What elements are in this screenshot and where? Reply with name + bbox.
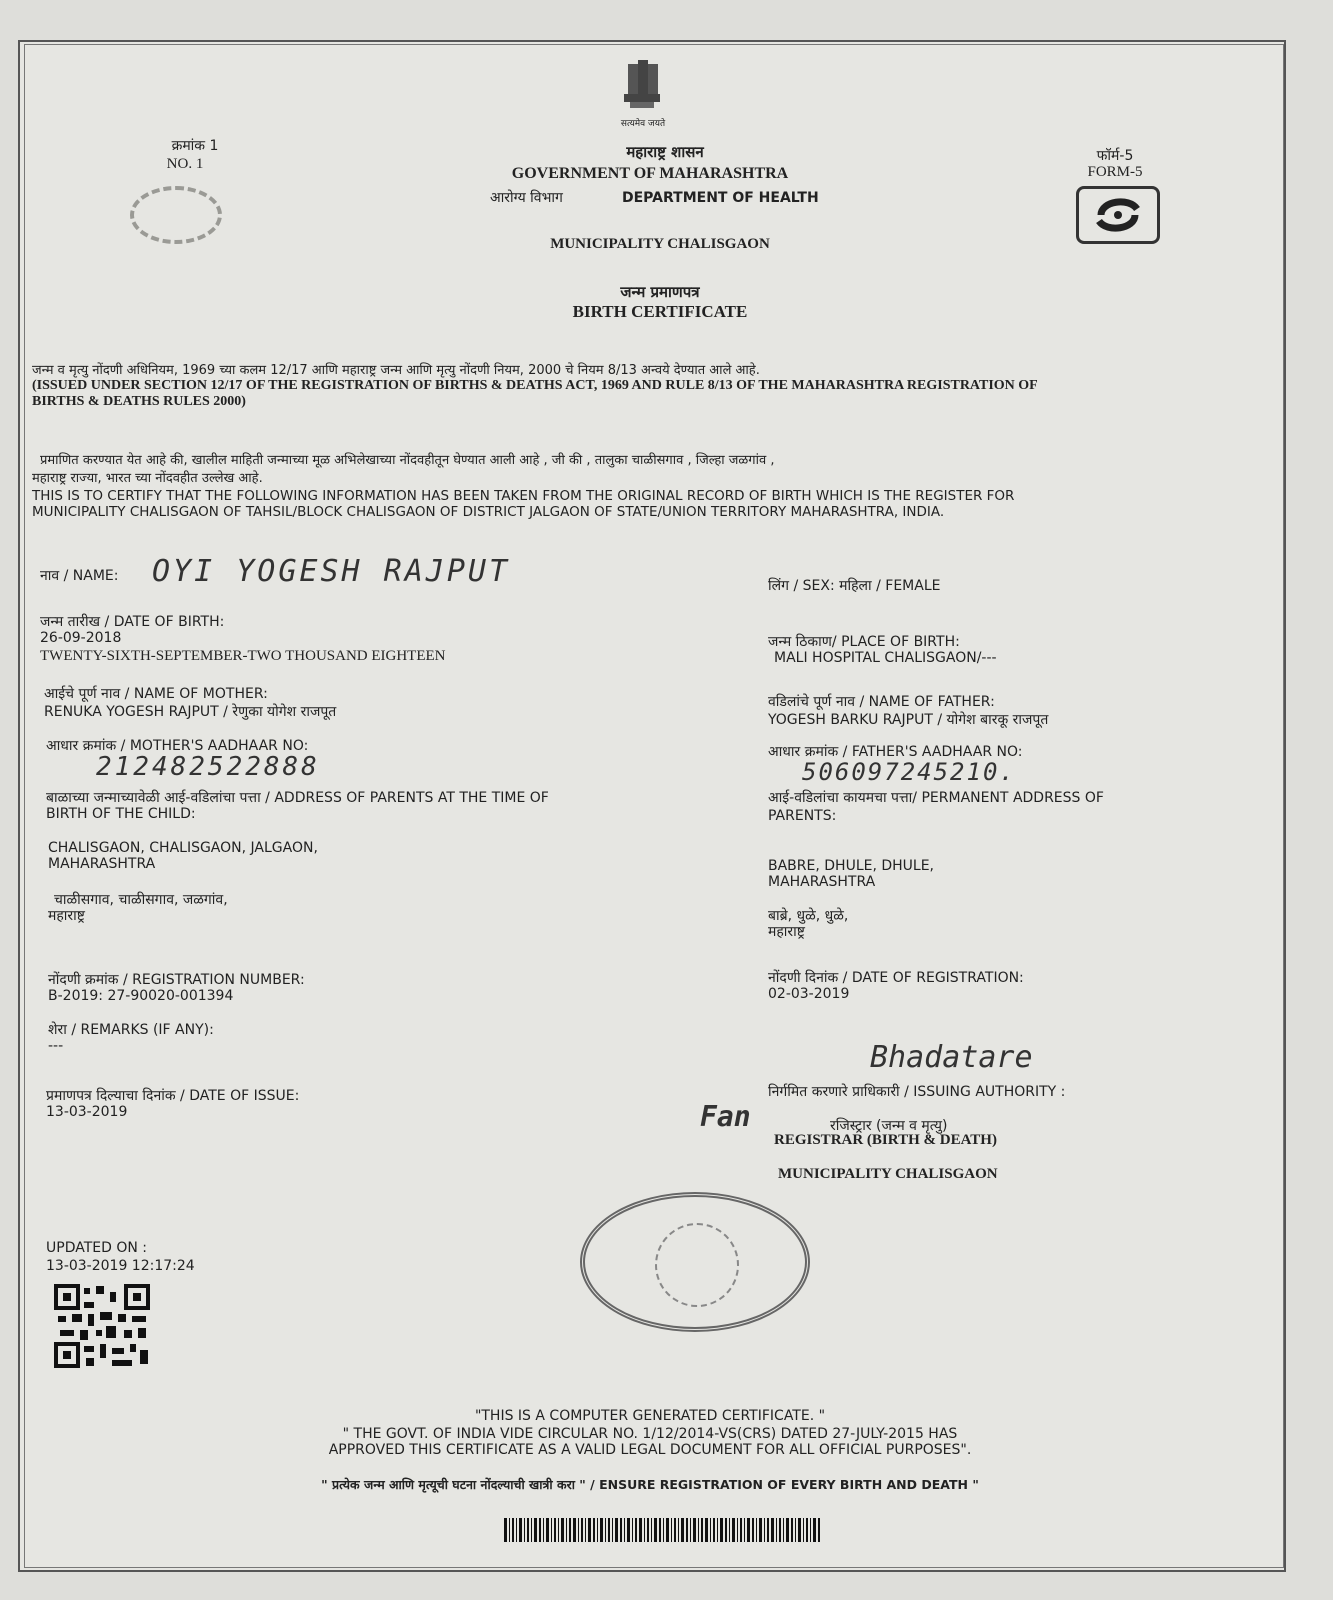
dob-value: 26-09-2018 bbox=[40, 630, 122, 646]
state-emblem bbox=[614, 58, 670, 118]
small-seal bbox=[130, 186, 222, 244]
municipality-footer: MUNICIPALITY CHALISGAON bbox=[778, 1166, 998, 1182]
qr-code-icon bbox=[54, 1284, 150, 1368]
address-birth-marathi-2: महाराष्ट्र bbox=[48, 908, 85, 924]
mother-aadhaar-label: आधार क्रमांक / MOTHER'S AADHAAR NO: bbox=[46, 738, 309, 754]
sex-value: लिंग / SEX: महिला / FEMALE bbox=[768, 578, 941, 594]
registrar-title: REGISTRAR (BIRTH & DEATH) bbox=[774, 1132, 997, 1148]
registrar-marathi: रजिस्ट्रार (जन्म व मृत्यु) bbox=[830, 1118, 948, 1134]
registration-slogan: " प्रत्येक जन्म आणि मृत्यूची घटना नोंदल्याची खात्री करा " / ENSURE REGISTRATION OF EVERY BIRTH AND DEATH " bbox=[321, 1477, 979, 1492]
registration-date-label: नोंदणी दिनांक / DATE OF REGISTRATION: bbox=[768, 970, 1024, 986]
name-label: नाव / NAME: bbox=[40, 568, 119, 584]
permanent-address-label-2: PARENTS: bbox=[768, 808, 837, 824]
remarks-value: --- bbox=[48, 1038, 64, 1054]
form-number: FORM-5 bbox=[1087, 164, 1143, 180]
official-round-seal bbox=[580, 1192, 810, 1332]
permanent-address-label-1: आई-वडिलांचा कायमचा पत्ता/ PERMANENT ADDRESS OF bbox=[768, 790, 1104, 806]
mother-name-label: आईचे पूर्ण नाव / NAME OF MOTHER: bbox=[44, 686, 268, 702]
form-marathi: फॉर्म-5 bbox=[1096, 148, 1134, 164]
address-birth-label-2: BIRTH OF THE CHILD: bbox=[46, 806, 196, 822]
issued-under-line-1: (ISSUED UNDER SECTION 12/17 OF THE REGISTRATION OF BIRTHS & DEATHS ACT, 1969 AND RULE 8/13 OF THE MAHARASHTRA REGISTRATION OF bbox=[32, 378, 1038, 393]
certify-marathi-line-2: महाराष्ट्र राज्या, भारत च्या नोंदवहीत उल्लेख आहे. bbox=[32, 471, 263, 486]
address-birth-english-1: CHALISGAON, CHALISGAON, JALGAON, bbox=[48, 840, 318, 856]
computer-generated-note: "THIS IS A COMPUTER GENERATED CERTIFICATE. " bbox=[474, 1408, 826, 1424]
dob-label: जन्म तारीख / DATE OF BIRTH: bbox=[40, 614, 225, 630]
mother-name-value: RENUKA YOGESH RAJPUT / रेणुका योगेश राजपूत bbox=[44, 704, 337, 720]
father-aadhaar-label: आधार क्रमांक / FATHER'S AADHAAR NO: bbox=[768, 744, 1023, 760]
dob-words: TWENTY-SIXTH-SEPTEMBER-TWO THOUSAND EIGHTEEN bbox=[40, 648, 446, 664]
address-birth-marathi-1: चाळीसगाव, चाळीसगाव, जळगांव, bbox=[54, 892, 228, 908]
father-aadhaar-value: 506097245210. bbox=[802, 758, 1016, 786]
certificate-title-marathi: जन्म प्रमाणपत्र bbox=[620, 283, 700, 301]
date-of-issue-label: प्रमाणपत्र दिल्याचा दिनांक / DATE OF ISSUE: bbox=[46, 1088, 300, 1104]
emblem-caption: सत्यमेव जयते bbox=[620, 119, 666, 129]
certify-line-2: MUNICIPALITY CHALISGAON OF TAHSIL/BLOCK CHALISGAON OF DISTRICT JALGAON OF STATE/UNION TERRITORY MAHARASHTRA, INDIA. bbox=[32, 504, 945, 520]
permanent-address-english-1: BABRE, DHULE, DHULE, bbox=[768, 858, 935, 874]
permanent-address-english-2: MAHARASHTRA bbox=[768, 874, 876, 890]
updated-on-label: UPDATED ON : bbox=[46, 1240, 148, 1256]
authority-signature: Bhadatare bbox=[870, 1040, 1033, 1075]
issued-under-line-2: BIRTHS & DEATHS RULES 2000) bbox=[32, 394, 246, 409]
government-title: GOVERNMENT OF MAHARASHTRA bbox=[511, 165, 789, 182]
date-of-issue-value: 13-03-2019 bbox=[46, 1104, 128, 1120]
place-of-birth-value: MALI HOSPITAL CHALISGAON/--- bbox=[774, 650, 997, 666]
permanent-address-marathi-2: महाराष्ट्र bbox=[768, 924, 805, 940]
issuing-authority-label: निर्गमित करणारे प्राधिकारी / ISSUING AUTHORITY : bbox=[768, 1084, 1066, 1100]
circular-note-line-2: APPROVED THIS CERTIFICATE AS A VALID LEGAL DOCUMENT FOR ALL OFFICIAL PURPOSES". bbox=[328, 1442, 972, 1458]
certify-line-1: THIS IS TO CERTIFY THAT THE FOLLOWING INFORMATION HAS BEEN TAKEN FROM THE ORIGINAL RECORD OF BIRTH WHICH IS THE REGISTER FOR bbox=[32, 488, 1015, 504]
place-of-birth-label: जन्म ठिकाण/ PLACE OF BIRTH: bbox=[768, 634, 960, 650]
father-name-value: YOGESH BARKU RAJPUT / योगेश बारकू राजपूत bbox=[768, 712, 1049, 728]
state-marathi: महाराष्ट्र शासन bbox=[626, 143, 704, 161]
registrar-initials: Fan bbox=[700, 1100, 751, 1133]
circular-note-line-1: " THE GOVT. OF INDIA VIDE CIRCULAR NO. 1/12/2014-VS(CRS) DATED 27-JULY-2015 HAS bbox=[342, 1426, 958, 1442]
permanent-address-marathi-1: बाब्रे, धुळे, धुळे, bbox=[768, 908, 849, 924]
address-birth-english-2: MAHARASHTRA bbox=[48, 856, 156, 872]
certificate-title: BIRTH CERTIFICATE bbox=[572, 302, 748, 321]
registration-date-value: 02-03-2019 bbox=[768, 986, 850, 1002]
name-value: OYI YOGESH RAJPUT bbox=[152, 554, 511, 589]
registration-number-value: B-2019: 27-90020-001394 bbox=[48, 988, 234, 1004]
certify-marathi-line-1: प्रमाणित करण्यात येत आहे की, खालील माहिती जन्माच्या मूळ अभिलेखाच्या नोंदवहीतून घेण्यात आली आहे , जी की , तालुका चाळीसगाव , जिल्हा जळगांव , bbox=[40, 453, 775, 468]
issued-under-marathi: जन्म व मृत्यु नोंदणी अधिनियम, 1969 च्या कलम 12/17 आणि महाराष्ट्र जन्म आणि मृत्यु नोंदणी नियम, 2000 चे नियम 8/13 अन्वये देण्यात आले आहे. bbox=[32, 363, 760, 378]
remarks-label: शेरा / REMARKS (IF ANY): bbox=[48, 1022, 214, 1038]
address-birth-label-1: बाळाच्या जन्माच्यावेळी आई-वडिलांचा पत्ता / ADDRESS OF PARENTS AT THE TIME OF bbox=[46, 790, 549, 806]
mother-aadhaar-value: 212482522888 bbox=[96, 752, 320, 782]
number-english: NO. 1 bbox=[166, 156, 204, 172]
registration-number-label: नोंदणी क्रमांक / REGISTRATION NUMBER: bbox=[48, 972, 305, 988]
department-marathi: आरोग्य विभाग bbox=[490, 190, 563, 206]
department-title: DEPARTMENT OF HEALTH bbox=[622, 190, 819, 206]
father-name-label: वडिलांचे पूर्ण नाव / NAME OF FATHER: bbox=[768, 694, 995, 710]
updated-on-value: 13-03-2019 12:17:24 bbox=[46, 1258, 195, 1274]
number-marathi: क्रमांक 1 bbox=[171, 138, 219, 154]
registration-logo-icon bbox=[1076, 186, 1160, 244]
barcode-icon bbox=[504, 1518, 820, 1542]
municipality-heading: MUNICIPALITY CHALISGAON bbox=[550, 236, 770, 252]
